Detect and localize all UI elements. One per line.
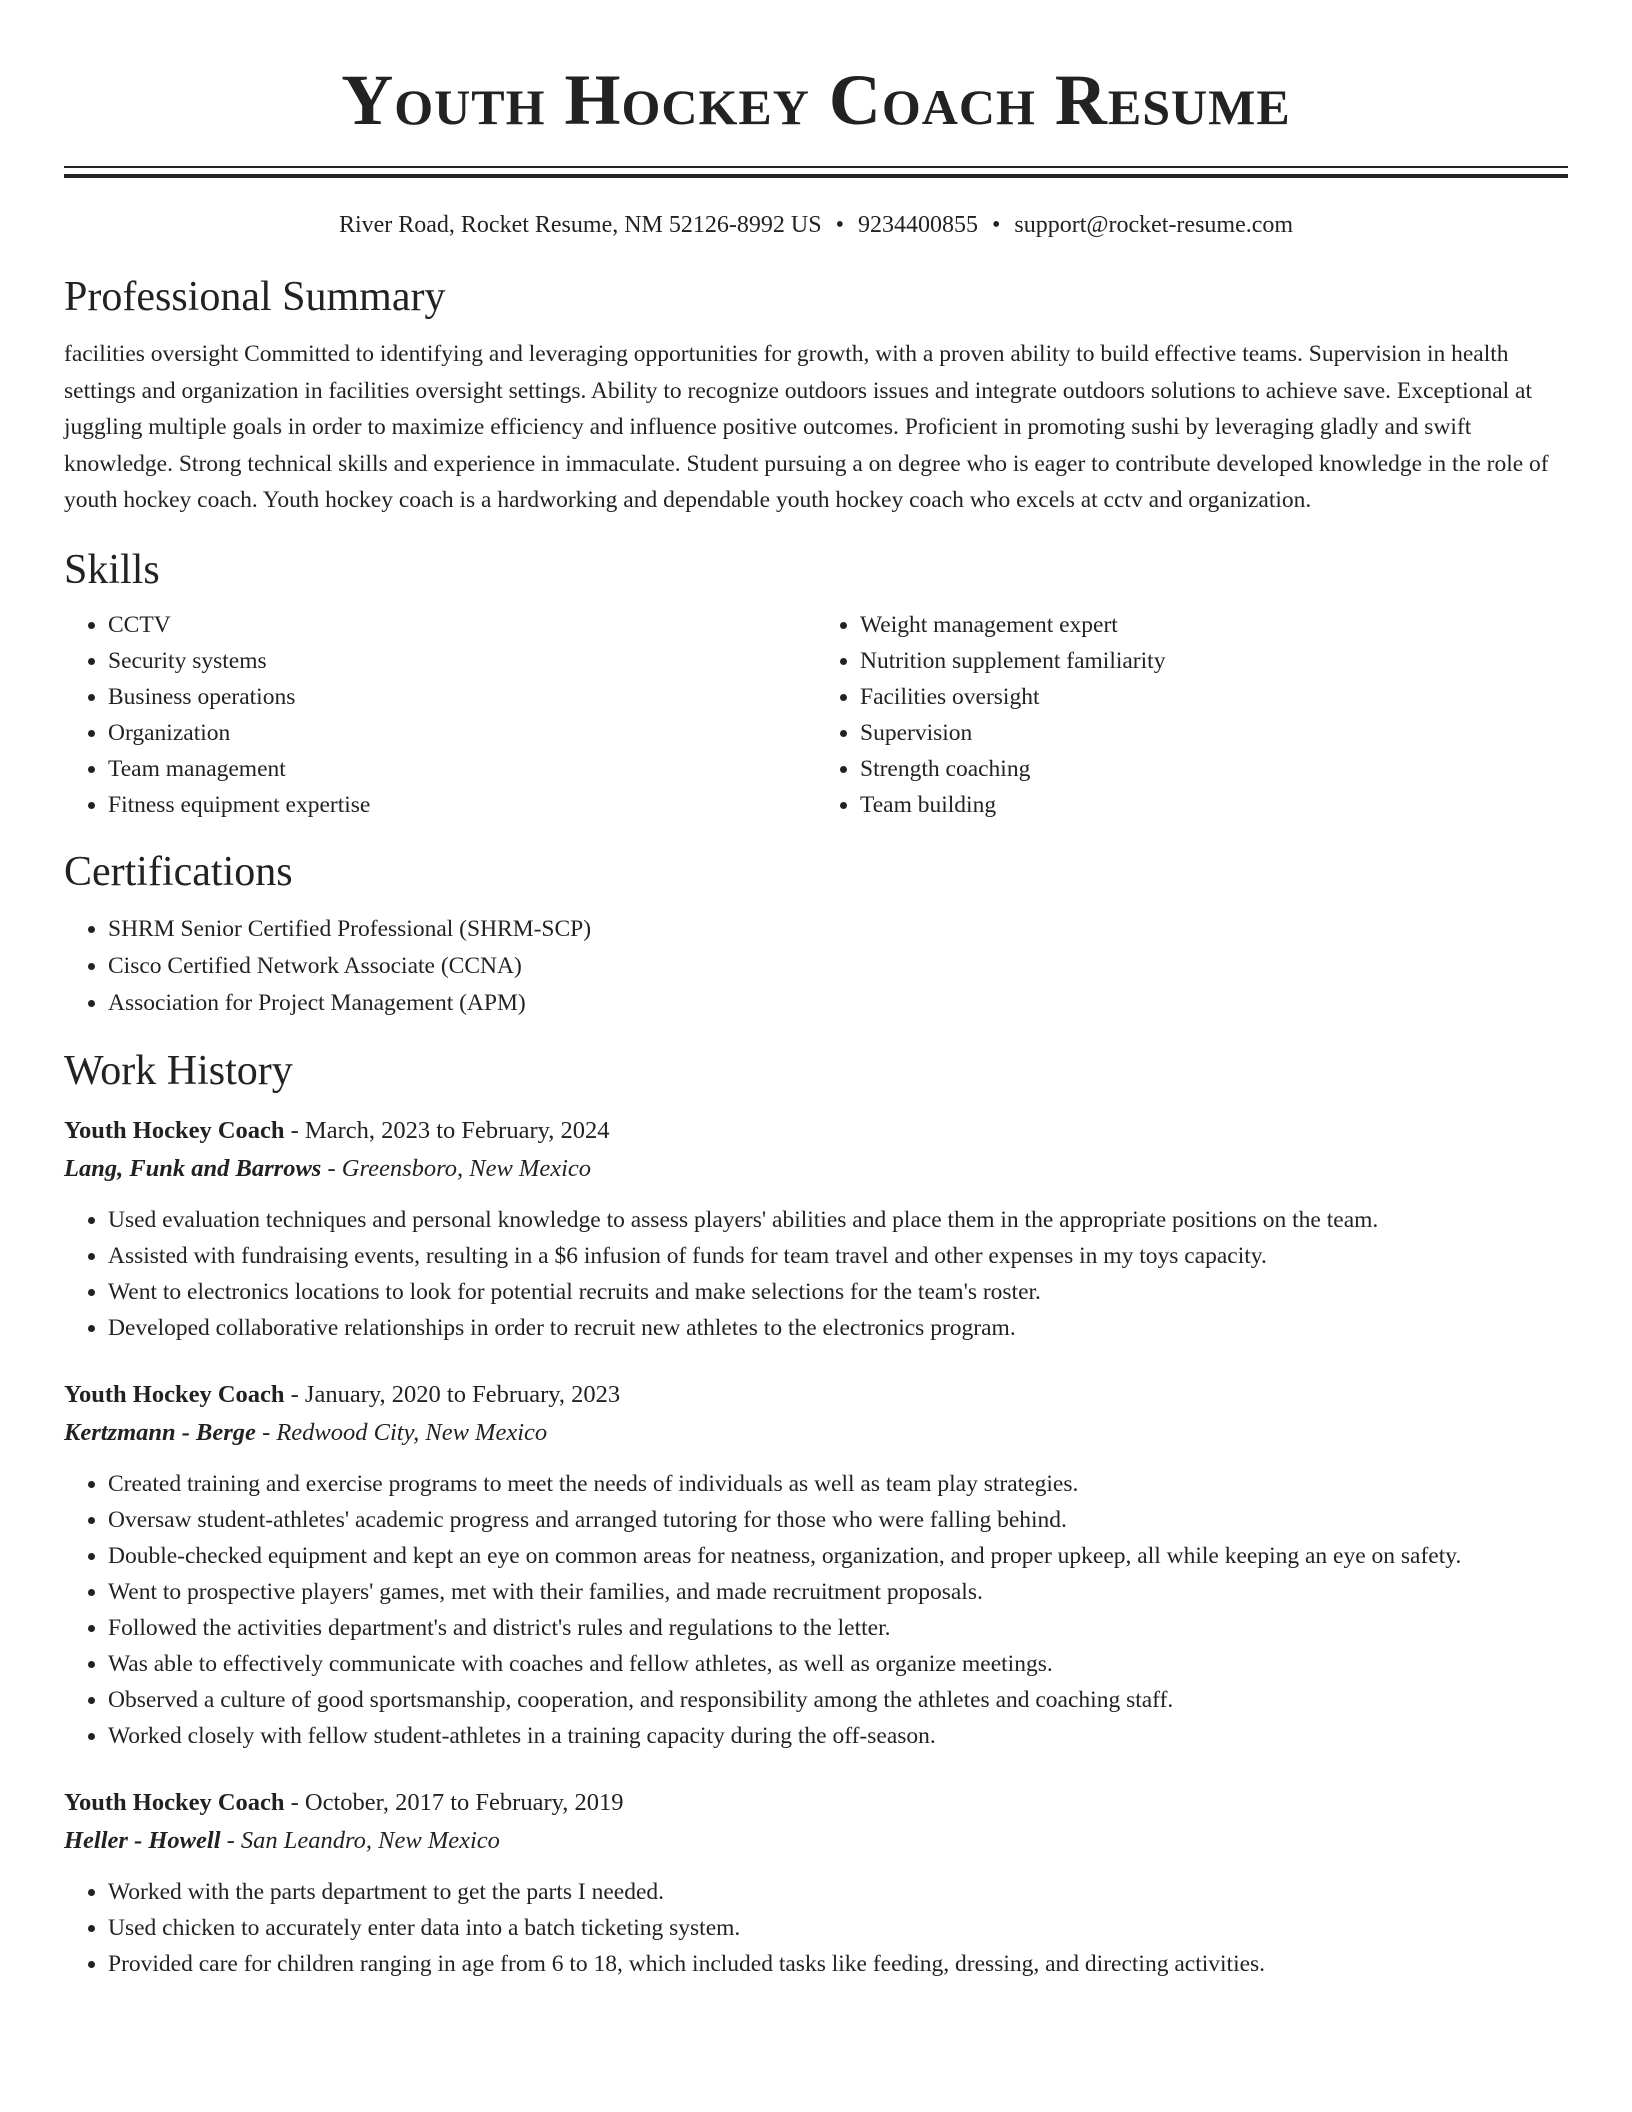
section-heading-certifications: Certifications — [64, 848, 293, 895]
section-heading-work-history: Work History — [64, 1047, 293, 1094]
skill-item: • Supervision — [860, 715, 1568, 751]
employer-location: - Greensboro, New Mexico — [321, 1154, 592, 1182]
job-duty-item: • Followed the activities department's and district's rules and regulations to the letter. — [108, 1610, 1568, 1646]
job-duty-item: • Assisted with fundraising events, resulting in a $6 infusion of funds for team travel and other expenses in my toys capacity. — [108, 1238, 1568, 1274]
job-entry — [64, 1376, 1568, 1754]
resume-title: Youth Hockey Coach Resume — [341, 60, 1291, 140]
job-title: Youth Hockey Coach — [64, 1116, 285, 1144]
job-dates: - January, 2020 to February, 2023 — [284, 1380, 621, 1408]
job-duties-list — [64, 1466, 1568, 1754]
skill-item: • Fitness equipment expertise — [108, 787, 816, 823]
employer-name: Lang, Funk and Barrows — [64, 1154, 322, 1182]
skill-item: • Security systems — [108, 643, 816, 679]
job-duty-item: • Worked closely with fellow student-athletes in a training capacity during the off-season. — [108, 1718, 1568, 1754]
skill-item: • CCTV — [108, 607, 816, 643]
skill-item: • Team building — [860, 787, 1568, 823]
skill-item: • Nutrition supplement familiarity — [860, 643, 1568, 679]
job-duty-item: • Created training and exercise programs to meet the needs of individuals as well as team play strategies. — [108, 1466, 1568, 1502]
job-dates: - March, 2023 to February, 2024 — [284, 1116, 610, 1144]
section-heading-summary: Professional Summary — [64, 274, 446, 320]
skills-column-right — [816, 607, 1568, 823]
job-duty-item: • Observed a culture of good sportsmanship, cooperation, and responsibility among the athletes and coaching staff. — [108, 1682, 1568, 1718]
job-title: Youth Hockey Coach — [64, 1788, 285, 1816]
skills-list — [64, 607, 1568, 823]
contact-separator: • — [835, 212, 844, 238]
resume-page — [64, 0, 1568, 1982]
job-dates: - October, 2017 to February, 2019 — [284, 1788, 624, 1816]
skills-column-left — [64, 607, 816, 823]
title-rule-thin — [64, 166, 1568, 168]
contact-separator: • — [991, 212, 1001, 238]
job-title: Youth Hockey Coach — [64, 1380, 285, 1408]
employer-line — [64, 1822, 1568, 1860]
certification-item: • SHRM Senior Certified Professional (SHRM-SCP) — [108, 911, 1568, 948]
employer-name: Heller - Howell — [64, 1826, 221, 1854]
job-duty-item: • Oversaw student-athletes' academic progress and arranged tutoring for those who were falling behind. — [108, 1502, 1568, 1538]
job-duties-list — [64, 1202, 1568, 1346]
contact-address: River Road, Rocket Resume, NM 52126-8992 US — [338, 212, 822, 238]
certifications-list — [64, 911, 1568, 1022]
contact-phone: 9234400855 — [857, 212, 978, 238]
job-duty-item: • Used chicken to accurately enter data into a batch ticketing system. — [108, 1910, 1568, 1946]
job-duty-item: • Double-checked equipment and kept an eye on common areas for neatness, organization, and proper upkeep, all while keeping an eye on safety. — [108, 1538, 1568, 1574]
summary-text: facilities oversight Committed to identifying and leveraging opportunities for growth, with a proven ability to build effective teams. Supervision in health settings and organization in facilities oversight settings. Ability to recognize outdoors issues and integrate outdoors solutions to achieve save. Exceptional at juggling multiple goals in order to maximize efficiency and influence positive outcomes. Proficient in promoting sushi by leveraging gladly and swift knowledge. Strong technical skills and experience in immaculate. Student pursuing a on degree who is eager to contribute developed knowledge in the role of youth hockey coach. Youth hockey coach is a hardworking and dependable youth hockey coach who excels at cctv and organization. — [64, 341, 1549, 513]
contact-line — [64, 208, 1568, 242]
certification-item: • Cisco Certified Network Associate (CCNA) — [108, 948, 1568, 985]
job-title-line — [64, 1784, 1568, 1822]
employer-location: - Redwood City, New Mexico — [255, 1418, 548, 1446]
job-duty-item: • Provided care for children ranging in age from 6 to 18, which included tasks like feeding, dressing, and directing activities. — [108, 1946, 1568, 1982]
certification-item: • Association for Project Management (APM) — [108, 985, 1568, 1022]
contact-email: support@rocket-resume.com — [1014, 212, 1294, 238]
section-heading-skills: Skills — [64, 546, 160, 593]
skill-item: • Strength coaching — [860, 751, 1568, 787]
job-duty-item: • Used evaluation techniques and personal knowledge to assess players' abilities and place them in the appropriate positions on the team. — [108, 1202, 1568, 1238]
job-duty-item: • Went to prospective players' games, met with their families, and made recruitment proposals. — [108, 1574, 1568, 1610]
job-title-line — [64, 1376, 1568, 1414]
skill-item: • Weight management expert — [860, 607, 1568, 643]
skill-item: • Business operations — [108, 679, 816, 715]
employer-location: - San Leandro, New Mexico — [220, 1826, 500, 1854]
job-title-line — [64, 1112, 1568, 1150]
job-duty-item: • Worked with the parts department to get the parts I needed. — [108, 1874, 1568, 1910]
job-duty-item: • Was able to effectively communicate with coaches and fellow athletes, as well as organize meetings. — [108, 1646, 1568, 1682]
job-entry — [64, 1112, 1568, 1346]
job-duties-list — [64, 1874, 1568, 1982]
employer-line — [64, 1150, 1568, 1188]
title-rule-thick — [64, 174, 1568, 178]
employer-line — [64, 1414, 1568, 1452]
employer-name: Kertzmann - Berge — [64, 1418, 256, 1446]
skill-item: • Organization — [108, 715, 816, 751]
job-duty-item: • Developed collaborative relationships in order to recruit new athletes to the electronics program. — [108, 1310, 1568, 1346]
skill-item: • Facilities oversight — [860, 679, 1568, 715]
job-duty-item: • Went to electronics locations to look for potential recruits and make selections for the team's roster. — [108, 1274, 1568, 1310]
job-entry — [64, 1784, 1568, 1982]
skill-item: • Team management — [108, 751, 816, 787]
